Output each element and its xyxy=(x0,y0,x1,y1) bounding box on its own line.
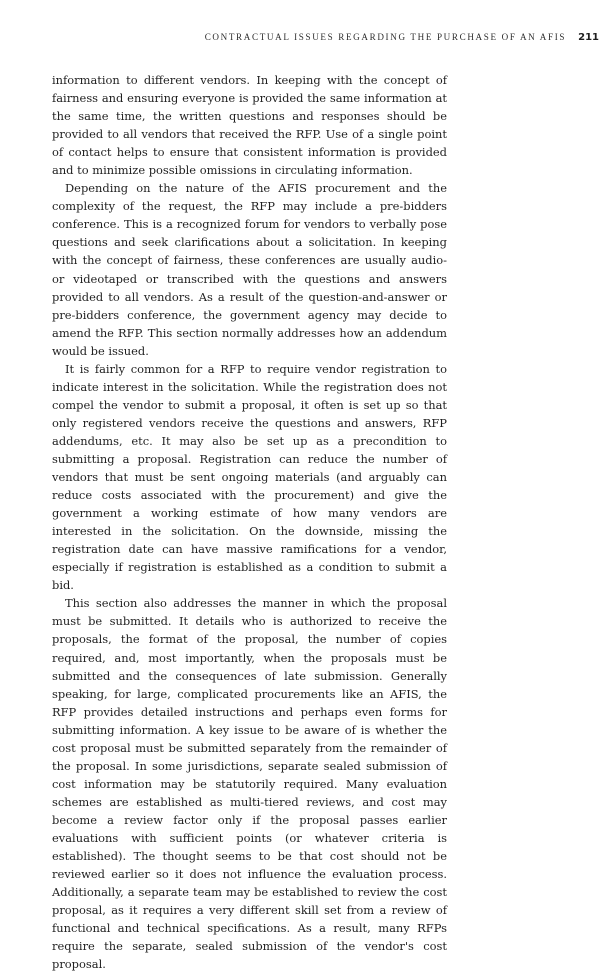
paragraph-pre-bidders-conference: Depending on the nature of the AFIS procurement and the complexity of the request, the RFP may include a pre-bidders conference. This is a recognized forum for vendors to verbally pose questions and seek clarifications about a solicitation. In keeping with the concept of fairness, these conferences are usually audio- or videotaped or transcribed with the questions and answers provided to all vendors. As a result of the question-and-answer or pre-bidders conference, the government agency may decide to amend the RFP. This section normally addresses how an addendum would be issued. xyxy=(52,181,447,358)
running-header xyxy=(52,32,599,46)
running-title: CONTRACTUAL ISSUES REGARDING THE PURCHASE OF AN AFIS xyxy=(204,32,567,42)
paragraph-vendor-registration: It is fairly common for a RFP to require vendor registration to indicate interest in the solicitation. While the registration does not compel the vendor to submit a proposal, it often is set up so that only registered vendors receive the questions and answers, RFP addendums, etc. It may also be set up as a precondition to submitting a proposal. Registration can reduce the number of vendors that must be sent ongoing materials (and arguably can reduce costs associated with the procurement) and give the government a working estimate of how many vendors are interested in the solicitation. On the downside, missing the registration date can have massive ramifications for a vendor, especially if registration is established as a condition to submit a bid. xyxy=(52,361,447,593)
paragraph-continuation: information to different vendors. In keeping with the concept of fairness and ensuring everyone is provided the same information at the same time, the written questions and responses should be provided to all vendors that received the RFP. Use of a single point of contact helps to ensure that consistent information is provided and to minimize possible omissions in circulating information. xyxy=(52,73,447,178)
body-text xyxy=(52,71,447,973)
page-number: 211 xyxy=(578,32,599,43)
paragraph-proposal-submission: This section also addresses the manner in which the proposal must be submitted. It details who is authorized to receive the proposals, the format of the proposal, the number of copies required, and, most importantly, when the proposals must be submitted and the consequences of late submission. Generally speaking, for large, complicated procurements like an AFIS, the RFP provides detailed instructions and perhaps even forms for submitting information. A key issue to be aware of is whether the cost proposal must be submitted separately from the remainder of the proposal. In some jurisdictions, separate sealed submission of cost information may be statutorily required. Many evaluation schemes are established as multi-tiered reviews, and cost may become a review factor only if the proposal passes earlier evaluations with sufficient points (or whatever criteria is established). The thought seems to be that cost should not be reviewed earlier so it does not influence the evaluation process. Additionally, a separate team may be established to review the cost proposal, as it requires a very different skill set from a review of functional and technical specifications. As a result, many RFPs require the separate, sealed submission of the vendor's cost proposal. xyxy=(52,596,447,972)
